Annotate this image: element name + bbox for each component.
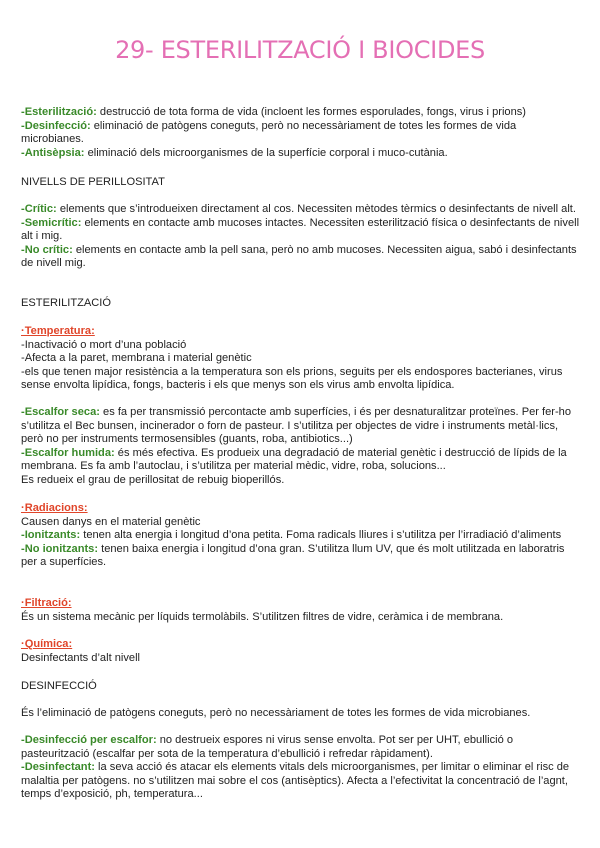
temperatura-line-3: -els que tenen major resistència a la temperatura son els prions, seguits per els endospores bacterianes, virus sense envolta lipídica, fongs, bacteris i els que menys son els virus amb envolta lipídica. — [21, 365, 563, 392]
definition-desinfeccio: -Desinfecció: eliminació de patògens coneguts, però no necessàriament de totes les formes de vida microbianes. — [21, 119, 517, 146]
filtracio-text: És un sistema mecànic per líquids termolàbils. S’utilitzen filtres de vidre, ceràmica i de membrana. — [21, 610, 504, 623]
desinfeccio-block — [21, 734, 581, 802]
subheading-temperatura: ·Temperatura: — [21, 325, 95, 337]
definitions-block — [21, 106, 581, 160]
quimica-text: Desinfectants d’alt nivell — [21, 651, 141, 664]
temperatura-line-2: -Afecta a la paret, membrana i material genètic — [21, 352, 252, 365]
desinfeccio-escalfor: -Desinfecció per escalfor: no destrueix espores ni virus sense envolta. Pot ser per UHT, ebullició o pasteurització (escalfar per sota de la temperatura d’ebullició i refredar ràpidament). — [21, 734, 514, 760]
radiacions-block — [21, 502, 581, 570]
section-heading-nivells: NIVELLS DE PERILLOSITAT — [21, 176, 165, 188]
nivell-no-critic: -No crític: elements en contacte amb la pell sana, però no amb mucoses. Necessiten aigua, sabó i desinfectants de nivell mig. — [21, 243, 577, 270]
escalfor-seca: -Escalfor seca: es fa per transmissió percontacte amb superfícies, i és per desnaturalitzar proteïnes. Per fer-ho s’utilitza el Bec bunsen, incinerador o forn de pasteur. I s’utilitza per objectes de vidre i instruments metàl·lics, però no per instruments termosensibles (guants, roba, antibiotics...) — [21, 406, 572, 446]
escalfor-end: Es redueix el grau de perillositat de rebuig bioperillós. — [21, 473, 285, 486]
desinfeccio-intro: És l’eliminació de patògens coneguts, però no necessàriament de totes les formes de vida microbianes. — [21, 707, 531, 719]
subheading-quimica: ·Química: — [21, 638, 73, 650]
temperatura-line-1: -Inactivació o mort d’una població — [21, 338, 187, 351]
filtracio-block — [21, 597, 581, 624]
page-title: 29- ESTERILITZACIÓ I BIOCIDES — [115, 36, 485, 64]
radiacions-ionitzants: -Ionitzants: tenen alta energia i longitud d’ona petita. Foma radicals lliures i s’utilitza per l’irradiació d’aliments — [21, 529, 562, 542]
nivell-semicritic: -Semicrític: elements en contacte amb mucoses intactes. Necessiten esterilització física o desinfectants de nivell alt i mig. — [21, 216, 580, 243]
subheading-filtracio: ·Filtració: — [21, 597, 72, 609]
radiacions-no-ionitzants: -No ionitzants: tenen baixa energia i longitud d’ona gran. S’utilitza llum UV, que és molt utilitzada en laboratris per a superfícies. — [21, 542, 565, 569]
radiacions-intro: Causen danys en el material genètic — [21, 515, 201, 528]
escalfor-humida: -Escalfor humida: és més efectiva. Es produeix una degradació de material genètic i destrucció de lípids de la membrana. Es fa amb l’autoclau, i s’utilitza per material mèdic, vidre, roba, solucions... — [21, 446, 567, 473]
desinfectant: -Desinfectant: la seva acció és atacar els elements vitals dels microorganismes, per limitar o eliminar el risc de malaltia per patògens. no s’utilitzen mai sobre el cos (antisèptics). Afecta a l’efectivitat la concentració de l’agnt, temps d’exposició, ph, temperatura... — [21, 761, 570, 801]
section-heading-desinfeccio: DESINFECCIÓ — [21, 680, 97, 692]
nivells-block — [21, 203, 581, 271]
section-heading-esterilitzacio: ESTERILITZACIÓ — [21, 297, 111, 309]
quimica-block — [21, 638, 581, 665]
subheading-radiacions: ·Radiacions: — [21, 502, 88, 514]
temperatura-block — [21, 325, 581, 393]
nivell-critic: -Crític: elements que s’introdueixen directament al cos. Necessiten mètodes tèrmics o desinfectants de nivell alt. — [21, 203, 576, 215]
definition-esterilitzacio: -Esterilització: destrucció de tota forma de vida (incloent les formes esporulades, fongs, virus i prions) — [21, 106, 526, 118]
definition-antisepsia: -Antisèpsia: eliminació dels microorganismes de la superfície corporal i muco-cutània. — [21, 146, 448, 159]
escalfor-block — [21, 406, 581, 488]
